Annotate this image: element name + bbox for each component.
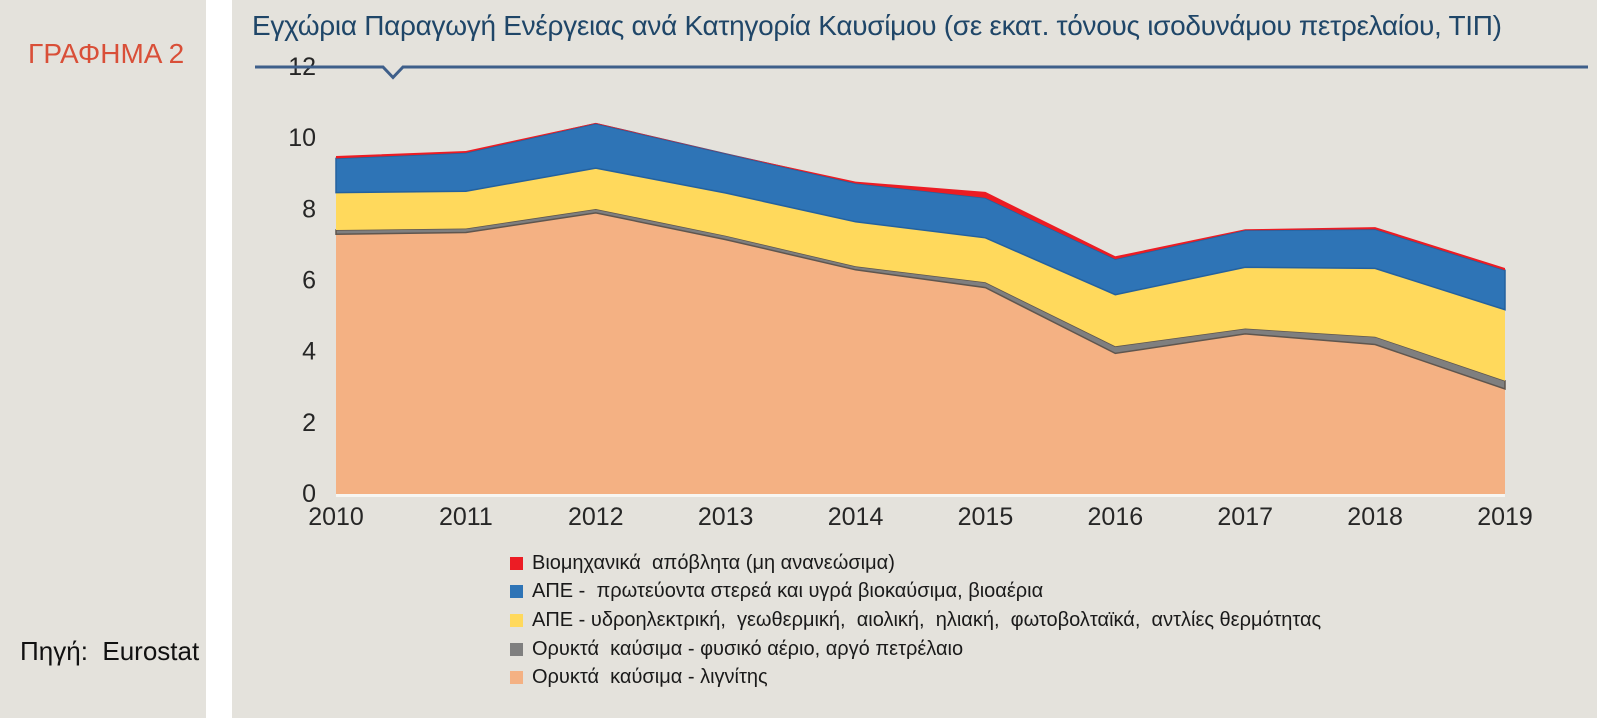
x-tick-label: 2017	[1217, 503, 1274, 531]
y-tick-label: 12	[288, 53, 316, 81]
y-tick-label: 10	[288, 124, 316, 153]
x-tick-label: 2011	[439, 503, 493, 531]
y-tick-label: 0	[302, 480, 316, 508]
legend-marker-icon	[510, 671, 523, 684]
chart-legend	[510, 549, 1321, 692]
y-tick-label: 4	[302, 337, 316, 366]
x-tick-label: 2019	[1477, 503, 1533, 531]
x-tick-label: 2014	[827, 503, 884, 531]
title-divider-line	[255, 67, 1588, 78]
legend-item	[510, 663, 1321, 692]
figure-number-label: ΓΡΑΦΗΜΑ 2	[28, 38, 185, 69]
legend-item	[510, 635, 1321, 664]
legend-label: Ορυκτά καύσιμα - λιγνίτης	[532, 666, 768, 689]
legend-item	[510, 578, 1321, 607]
x-tick-label: 2010	[308, 503, 364, 531]
legend-marker-icon	[510, 585, 523, 598]
legend-marker-icon	[510, 643, 523, 656]
legend-marker-icon	[510, 557, 523, 570]
y-tick-label: 2	[302, 408, 316, 437]
x-tick-label: 2015	[957, 503, 1014, 531]
x-tick-label: 2016	[1087, 503, 1144, 531]
y-tick-label: 8	[302, 195, 316, 224]
legend-label: Ορυκτά καύσιμα - φυσικό αέριο, αργό πετρέλαιο	[532, 637, 964, 660]
source-label: Πηγή: Eurostat	[20, 636, 200, 666]
legend-item	[510, 606, 1321, 635]
x-tick-label: 2018	[1347, 503, 1403, 531]
legend-item	[510, 549, 1321, 578]
legend-marker-icon	[510, 614, 523, 627]
x-tick-label: 2013	[697, 503, 754, 531]
chart-panel	[232, 0, 1597, 718]
legend-label: Βιομηχανικά απόβλητα (μη ανανεώσιμα)	[532, 551, 895, 574]
chart-title: Εγχώρια Παραγωγή Ενέργειας ανά Κατηγορία Καυσίμου (σε εκατ. τόνους ισοδυνάμου πετρελαίου, ΤΙΠ)	[252, 10, 1502, 41]
x-tick-label: 2012	[567, 503, 624, 531]
legend-label: ΑΠΕ - υδροηλεκτρική, γεωθερμική, αιολική, ηλιακή, φωτοβολταϊκά, αντλίες θερμότητας	[532, 608, 1322, 631]
y-tick-label: 6	[302, 266, 316, 295]
legend-label: ΑΠΕ - πρωτεύοντα στερεά και υγρά βιοκαύσιμα, βιοαέρια	[532, 580, 1044, 603]
left-sidebar-panel	[0, 0, 206, 718]
